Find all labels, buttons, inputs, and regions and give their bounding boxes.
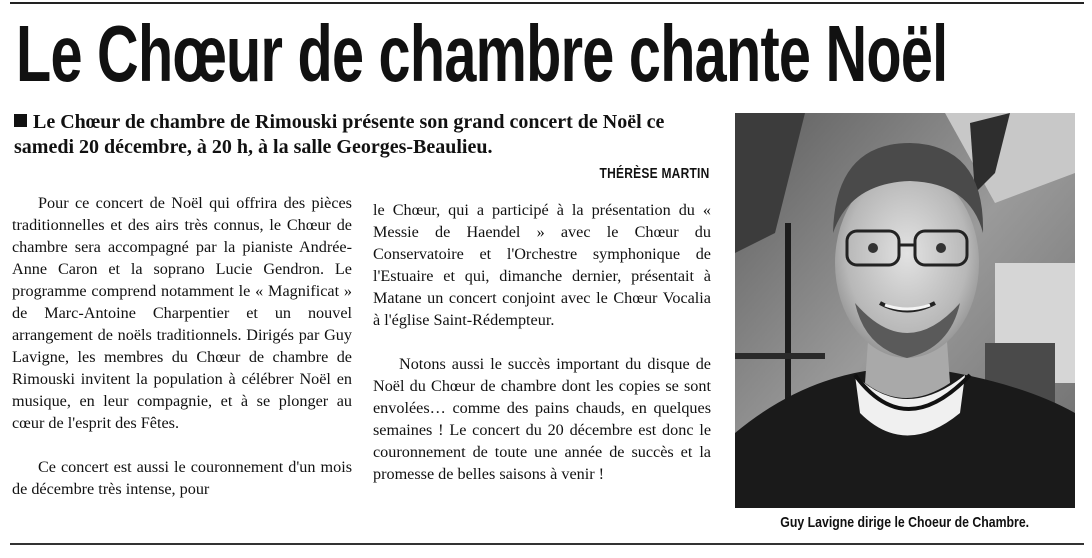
subhead-text: Le Chœur de chambre de Rimouski présente son grand concert de Noël ce samedi 20 décembre, à 20 h, à la salle Georges-Beaulieu. — [14, 111, 665, 158]
article-column-middle — [373, 199, 711, 507]
byline — [560, 164, 710, 184]
portrait-photo-image — [735, 113, 1075, 508]
top-rule — [10, 2, 1084, 4]
article-paragraph: Pour ce concert de Noël qui offrira des pièces traditionnelles et des airs très connus, le Chœur de chambre sera accompagné par la pianiste Andrée-Anne Caron et la soprano Lucie Gendron. Le programme comprend notamment le « Magnificat » de Marc-Antoine Charpentier et un nouvel arrangement de noëls traditionnels. Dirigés par Guy Lavigne, les membres du Chœur de chambre de Rimouski invitent la population à célébrer Noël en musique, en leur compagnie, et à se plonger au cœur de l'esprit des Fêtes. — [12, 194, 352, 432]
photo-caption — [735, 512, 1075, 534]
portrait-photo — [735, 113, 1075, 508]
article-paragraph: Notons aussi le succès important du disque de Noël du Chœur de chambre dont les copies se sont envolées… comme des pains chauds, en quelques semaines ! Le concert du 20 décembre est donc le couronnement de toute une année de succès et la promesse de belles saisons à venir ! — [373, 355, 711, 483]
square-bullet-icon — [14, 114, 27, 127]
byline-text: THÉRÈSE MARTIN — [599, 165, 710, 182]
bottom-rule — [10, 543, 1084, 545]
article-paragraph: le Chœur, qui a participé à la présentation du « Messie de Haendel » avec le Chœur du Conservatoire et l'Orchestre symphonique de l'Estuaire et qui, dimanche dernier, présentait à Matane un concert conjoint avec le Chœur Vocalia à l'église Saint-Rédempteur. — [373, 201, 711, 329]
article-paragraph: Ce concert est aussi le couronnement d'un mois de décembre très intense, pour — [12, 458, 352, 498]
article-column-left — [12, 192, 352, 522]
subhead — [14, 110, 719, 160]
photo-caption-text: Guy Lavigne dirige le Choeur de Chambre. — [780, 514, 1030, 531]
headline: Le Chœur de chambre chante Noël — [16, 9, 948, 98]
